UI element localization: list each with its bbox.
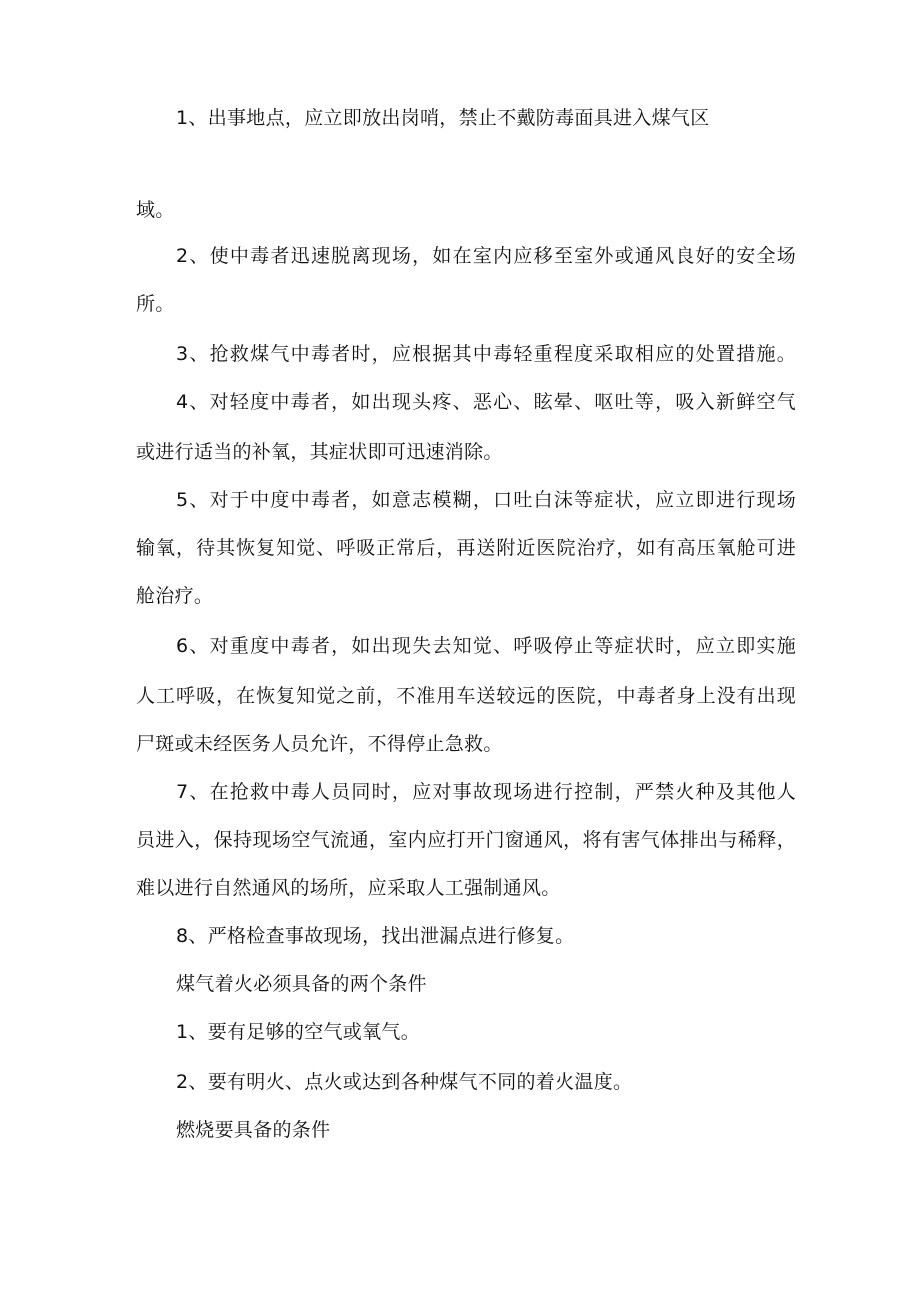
condition-1: 1、要有足够的空气或氧气。 — [176, 1021, 420, 1043]
para-6-line-2: 人工呼吸，在恢复知觉之前，不准用车送较远的医院，中毒者身上没有出现 — [136, 685, 796, 707]
para-5-line-2: 输氧，待其恢复知觉、呼吸正常后，再送附近医院治疗，如有高压氧舱可进 — [136, 537, 796, 559]
para-2-line-1: 2、使中毒者迅速脱离现场，如在室内应移至室外或通风良好的安全场 — [176, 245, 796, 267]
para-1-line-2: 域。 — [136, 199, 175, 221]
para-5-line-3: 舱治疗。 — [136, 585, 214, 607]
para-7-line-1: 7、在抢救中毒人员同时，应对事故现场进行控制，严禁火种及其他人 — [176, 781, 796, 803]
para-4-line-1: 4、对轻度中毒者，如出现头疼、恶心、眩晕、呕吐等，吸入新鲜空气 — [176, 391, 796, 413]
para-1-line-1: 1、出事地点，应立即放出岗哨，禁止不戴防毒面具进入煤气区 — [176, 107, 710, 129]
condition-2: 2、要有明火、点火或达到各种煤气不同的着火温度。 — [176, 1071, 633, 1093]
para-3-line-1: 3、抢救煤气中毒者时，应根据其中毒轻重程度采取相应的处置措施。 — [176, 343, 796, 365]
para-2-line-2: 所。 — [136, 293, 175, 315]
para-6-line-1: 6、对重度中毒者，如出现失去知觉、呼吸停止等症状时，应立即实施 — [176, 635, 796, 657]
para-5-line-1: 5、对于中度中毒者，如意志模糊，口吐白沫等症状，应立即进行现场 — [176, 489, 796, 511]
para-7-line-2: 员进入，保持现场空气流通，室内应打开门窗通风，将有害气体排出与稀释， — [136, 829, 796, 851]
para-7-line-3: 难以进行自然通风的场所，应采取人工强制通风。 — [136, 877, 561, 899]
para-6-line-3: 尸斑或未经医务人员允许，不得停止急救。 — [136, 733, 503, 755]
para-4-line-2: 或进行适当的补氧，其症状即可迅速消除。 — [136, 441, 503, 463]
section-heading-ignition-conditions: 煤气着火必须具备的两个条件 — [176, 973, 427, 995]
para-8-line-1: 8、严格检查事故现场，找出泄漏点进行修复。 — [176, 925, 575, 947]
section-heading-combustion-conditions: 燃烧要具备的条件 — [176, 1119, 331, 1141]
